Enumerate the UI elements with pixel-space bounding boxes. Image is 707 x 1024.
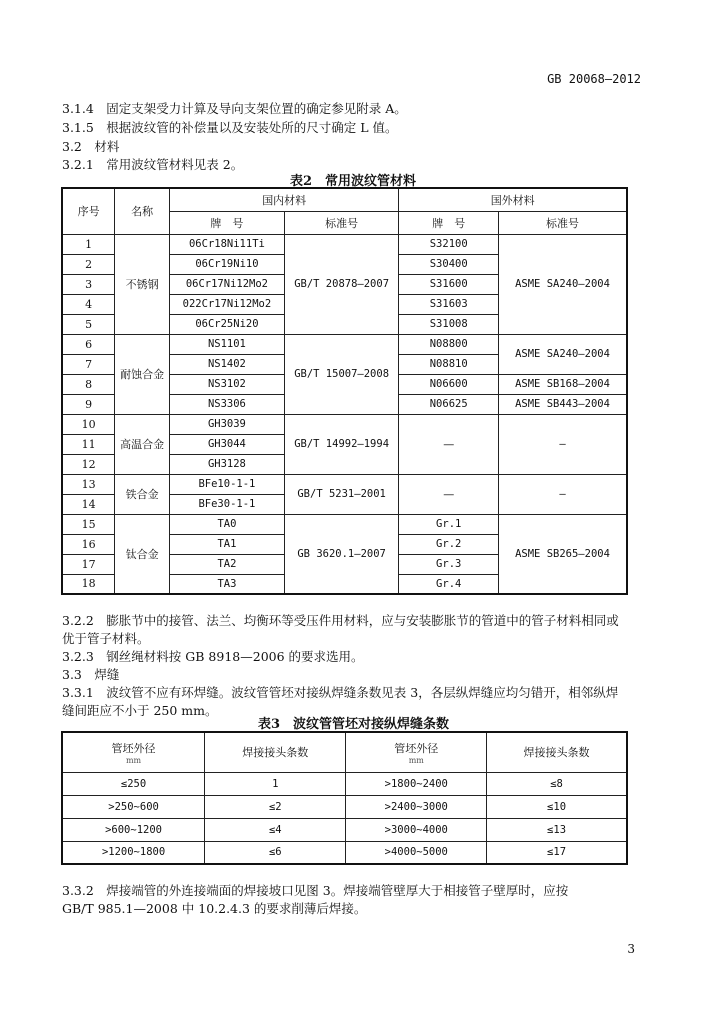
row-number: 2: [62, 254, 115, 274]
foreign-standard: —: [499, 414, 627, 474]
seam-count: ≤2: [205, 795, 346, 818]
header-od-1: 管坯外径 mm: [62, 732, 205, 772]
outer-diameter: >2400~3000: [346, 795, 487, 818]
table-row: [62, 818, 627, 841]
material-name: 高温合金: [115, 414, 170, 474]
seam-count: ≤4: [205, 818, 346, 841]
header-od-2: 管坯外径 mm: [346, 732, 487, 772]
domestic-grade: 06Cr17Ni12Mo2: [170, 274, 285, 294]
row-number: 13: [62, 474, 115, 494]
row-number: 4: [62, 294, 115, 314]
domestic-standard: GB/T 20878—2007: [284, 234, 399, 334]
row-number: 1: [62, 234, 115, 254]
foreign-grade: N08810: [399, 354, 499, 374]
foreign-standard: ASME SB265—2004: [499, 514, 627, 594]
material-name: 不锈钢: [115, 234, 170, 334]
clause-3-3-1: 3.3.1 波纹管不应有环焊缝。波纹管管坯对接纵焊缝条数见表 3，各层纵焊缝应均匀错开，相邻纵焊: [62, 685, 619, 700]
domestic-grade: GH3039: [170, 414, 285, 434]
foreign-grade: S31008: [399, 314, 499, 334]
page-number: 3: [627, 942, 635, 956]
foreign-grade: —: [399, 474, 499, 514]
seam-count: ≤10: [487, 795, 627, 818]
outer-diameter: >600~1200: [62, 818, 205, 841]
row-number: 14: [62, 494, 115, 514]
header-standard-foreign: 标准号: [499, 211, 627, 234]
foreign-grade: S32100: [399, 234, 499, 254]
foreign-standard: ASME SB443—2004: [499, 394, 627, 414]
header-count-2: 焊接接头条数: [487, 732, 627, 772]
domestic-grade: 06Cr18Ni11Ti: [170, 234, 285, 254]
foreign-grade: N08800: [399, 334, 499, 354]
table-row: [62, 414, 627, 434]
header-foreign: 国外材料: [399, 188, 627, 211]
domestic-grade: TA0: [170, 514, 285, 534]
clause-3-1-5: 3.1.5 根据波纹管的补偿量以及安装处所的尺寸确定 L 值。: [62, 120, 398, 135]
clause-3-3-1-cont: 缝间距应不小于 250 mm。: [62, 703, 218, 718]
seam-count: ≤8: [487, 772, 627, 795]
material-name: 耐蚀合金: [115, 334, 170, 414]
clause-3-2-1: 3.2.1 常用波纹管材料见表 2。: [62, 157, 244, 172]
foreign-standard: ASME SB168—2004: [499, 374, 627, 394]
clause-3-2-3: 3.2.3 钢丝绳材料按 GB 8918—2006 的要求选用。: [62, 649, 364, 664]
domestic-grade: NS1101: [170, 334, 285, 354]
row-number: 15: [62, 514, 115, 534]
seam-count: ≤6: [205, 841, 346, 864]
foreign-grade: Gr.3: [399, 554, 499, 574]
domestic-grade: GH3044: [170, 434, 285, 454]
standard-number: GB 20068—2012: [547, 72, 641, 86]
weld-seam-table: [61, 731, 628, 865]
table3-caption: 表3 波纹管管坯对接纵焊缝条数: [258, 717, 450, 732]
header-count-1: 焊接接头条数: [205, 732, 346, 772]
domestic-grade: BFe30-1-1: [170, 494, 285, 514]
row-number: 16: [62, 534, 115, 554]
table2-caption: 表2 常用波纹管材料: [290, 174, 417, 189]
header-domestic: 国内材料: [170, 188, 399, 211]
outer-diameter: >3000~4000: [346, 818, 487, 841]
domestic-grade: BFe10-1-1: [170, 474, 285, 494]
domestic-standard: GB 3620.1—2007: [284, 514, 399, 594]
seam-count: ≤13: [487, 818, 627, 841]
row-number: 11: [62, 434, 115, 454]
domestic-grade: 06Cr25Ni20: [170, 314, 285, 334]
foreign-grade: S31600: [399, 274, 499, 294]
material-name: 钛合金: [115, 514, 170, 594]
domestic-grade: TA1: [170, 534, 285, 554]
table-row: [62, 234, 627, 254]
domestic-grade: TA2: [170, 554, 285, 574]
seam-count: 1: [205, 772, 346, 795]
heading-3-2: 3.2 材料: [62, 139, 120, 154]
table-row: [62, 334, 627, 354]
table-row: [62, 772, 627, 795]
clause-3-3-2-cont: GB/T 985.1—2008 中 10.2.4.3 的要求削薄后焊接。: [62, 901, 367, 916]
clause-3-1-4: 3.1.4 固定支架受力计算及导向支架位置的确定参见附录 A。: [62, 101, 407, 116]
foreign-grade: S31603: [399, 294, 499, 314]
foreign-grade: N06600: [399, 374, 499, 394]
row-number: 7: [62, 354, 115, 374]
row-number: 12: [62, 454, 115, 474]
domestic-grade: NS3102: [170, 374, 285, 394]
row-number: 3: [62, 274, 115, 294]
foreign-standard: —: [499, 474, 627, 514]
row-number: 17: [62, 554, 115, 574]
foreign-grade: —: [399, 414, 499, 474]
table-row: [62, 841, 627, 864]
header-seq: 序号: [62, 188, 115, 234]
clause-3-2-2-cont: 优于管子材料。: [62, 631, 150, 646]
domestic-grade: 06Cr19Ni10: [170, 254, 285, 274]
materials-table: [61, 187, 628, 595]
table-row: [62, 795, 627, 818]
header-grade-domestic: 牌 号: [170, 211, 285, 234]
foreign-grade: N06625: [399, 394, 499, 414]
clause-3-2-2: 3.2.2 膨胀节中的接管、法兰、均衡环等受压件用材料，应与安装膨胀节的管道中的管子材料相同或: [62, 613, 619, 628]
header-standard-domestic: 标准号: [284, 211, 399, 234]
row-number: 6: [62, 334, 115, 354]
domestic-grade: TA3: [170, 574, 285, 594]
clause-3-3-2: 3.3.2 焊接端管的外连接端面的焊接坡口见图 3。焊接端管壁厚大于相接管子壁厚时，应按: [62, 883, 569, 898]
material-name: 铁合金: [115, 474, 170, 514]
outer-diameter: >1800~2400: [346, 772, 487, 795]
outer-diameter: >4000~5000: [346, 841, 487, 864]
foreign-grade: S30400: [399, 254, 499, 274]
domestic-grade: GH3128: [170, 454, 285, 474]
header-grade-foreign: 牌 号: [399, 211, 499, 234]
header-name: 名称: [115, 188, 170, 234]
row-number: 9: [62, 394, 115, 414]
row-number: 8: [62, 374, 115, 394]
domestic-standard: GB/T 5231—2001: [284, 474, 399, 514]
outer-diameter: >1200~1800: [62, 841, 205, 864]
foreign-grade: Gr.4: [399, 574, 499, 594]
foreign-grade: Gr.1: [399, 514, 499, 534]
seam-count: ≤17: [487, 841, 627, 864]
domestic-grade: NS1402: [170, 354, 285, 374]
table-row: [62, 474, 627, 494]
foreign-standard: ASME SA240—2004: [499, 234, 627, 334]
foreign-grade: Gr.2: [399, 534, 499, 554]
outer-diameter: ≤250: [62, 772, 205, 795]
domestic-grade: 022Cr17Ni12Mo2: [170, 294, 285, 314]
outer-diameter: >250~600: [62, 795, 205, 818]
foreign-standard: ASME SA240—2004: [499, 334, 627, 374]
domestic-grade: NS3306: [170, 394, 285, 414]
table-row: [62, 514, 627, 534]
domestic-standard: GB/T 14992—1994: [284, 414, 399, 474]
row-number: 10: [62, 414, 115, 434]
row-number: 5: [62, 314, 115, 334]
heading-3-3: 3.3 焊缝: [62, 667, 120, 682]
row-number: 18: [62, 574, 115, 594]
domestic-standard: GB/T 15007—2008: [284, 334, 399, 414]
